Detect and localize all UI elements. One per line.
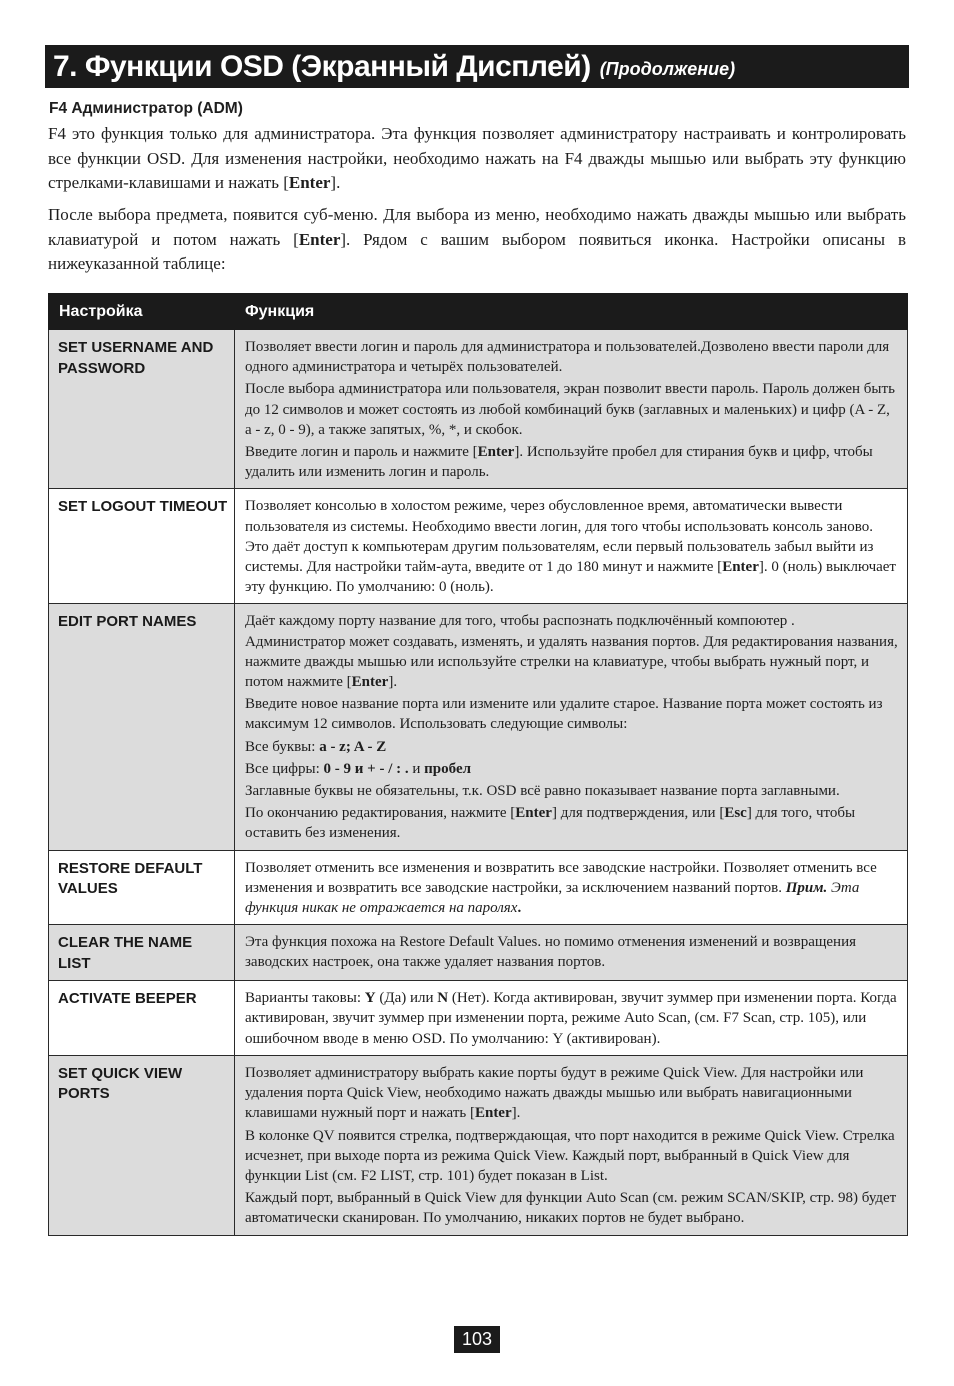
setting-description: Даёт каждому порту название для того, чтобы распознать подключённый компоютер . Администратор может создавать, изменять, и удалять названия портов. Для редактирования названия, нажмите дважды мышью или используйте стрелки на клавиатуре, чтобы выбрать нужный порт, и потом нажмите [Enter]. Введите новое название порта или измените или удалите старое. Название порта может состоять из максимум 12 символов. Использовать следующие символы: Все буквы: a - z; A - Z Все цифры: 0 - 9 и + - / : . и пробел Заглавные буквы не обязательны, т.к. OSD всё равно показывает название порта заглавными. По окончанию редактирования, нажмите [Enter] для подтверждения, или [Esc] для того, чтобы оставить без изменения. — [235, 604, 908, 850]
section-title-bar — [45, 45, 909, 88]
setting-description: Позволяет отменить все изменения и возвратить все заводские настройки. Позволяет отменить все изменения и возвратить все заводские настройки, за исключением названий портов. Прим. Эта функция никак не отражается на паролях. — [235, 850, 908, 925]
setting-name: SET QUICK VIEW PORTS — [49, 1055, 235, 1235]
setting-description: Позволяет администратору выбрать какие порты будут в режиме Quick View. Для настройки или удаления порта Quick View, необходимо нажать дважды мышью или выбрать навигационными клавишами нужный порт и нажать [Enter]. В колонке QV появится стрелка, подтверждающая, что порт находится в режиме Quick View. Стрелка исчезнет, при выходе порта из режима Quick View. Каждый порт, выбранный в Quick View для функции List (см. F2 LIST, стр. 101) будет показан в List. Каждый порт, выбранный в Quick View для функции Auto Scan (см. режим SCAN/SKIP, стр. 98) будет автоматически сканирован. По умолчанию, никаких портов не будет выбрано. — [235, 1055, 908, 1235]
setting-name: SET USERNAME AND PASSWORD — [49, 330, 235, 489]
page-number: 103 — [454, 1326, 500, 1353]
section-heading: F4 Администратор (ADM) — [49, 100, 243, 117]
setting-description: Эта функция похожа на Restore Default Values. но помимо отменения изменений и возвращения заводских настроек, она также удаляет названия портов. — [235, 925, 908, 981]
setting-description: Позволяет ввести логин и пароль для администратора и пользователей.Дозволено ввести пароли для одного администратора и четырёх пользователей. После выбора администратора или пользователя, экран позволит ввести пароль. Пароль должен быть до 12 символов и может состоять из любой комбинаций букв (заглавных и маленьких) и цифр (A - Z, a - z, 0 - 9), а также запятых, %, *, и скобок. Введите логин и пароль и нажмите [Enter]. Используйте пробел для стирания букв и цифр, чтобы удалить или изменить логин и пароль. — [235, 330, 908, 489]
setting-name: CLEAR THE NAME LIST — [49, 925, 235, 981]
table-row — [49, 925, 908, 981]
submenu-paragraph: После выбора предмета, появится суб-меню. Для выбора из меню, необходимо нажать дважды мышью или выбрать клавиатурой и потом нажать [Enter]. Рядом с вашим выбором появиться иконка. Настройки описаны в нижеуказанной таблице: — [48, 205, 906, 273]
table-row — [49, 489, 908, 604]
intro-paragraph: F4 это функция только для администратора. Эта функция позволяет администратору настраивать и контролировать все функции OSD. Для изменения настройки, необходимо нажать на F4 дважды мышью или выбрать эту функцию стрелками-клавишами и нажать [Enter]. — [48, 124, 906, 192]
table-row — [49, 850, 908, 925]
page-subtitle: (Продолжение) — [599, 59, 736, 79]
table-header-row — [49, 294, 908, 330]
setting-description: Варианты таковы: Y (Да) или N (Нет). Когда активирован, звучит зуммер при изменении порта. Когда активирован, звучит зуммер при изменении порта, режиме Auto Scan, (см. F7 Scan, стр. 105), или ошибочном вводе в меню OSD. По умолчанию: Y (активирован). — [235, 981, 908, 1056]
setting-name: RESTORE DEFAULT VALUES — [49, 850, 235, 925]
table-row — [49, 604, 908, 850]
setting-name: ACTIVATE BEEPER — [49, 981, 235, 1056]
table-row — [49, 330, 908, 489]
setting-description: Позволяет консолью в холостом режиме, через обусловленное время, автоматически вывести пользователя из системы. Необходимо ввести логин, для того чтобы использовать консоль заново. Это даёт доступ к компьютерам другим пользователям, если первый пользователь забыл выйти из системы. Для настройки тайм-аута, введите от 1 до 180 минут и нажмите [Enter]. 0 (ноль) выключает эту функцию. По умолчанию: 0 (ноль). — [235, 489, 908, 604]
header-function: Функция — [235, 294, 908, 330]
header-setting: Настройка — [49, 294, 235, 330]
page-title: 7. Функции OSD (Экранный Дисплей) — [53, 49, 591, 83]
settings-table — [48, 293, 908, 1236]
setting-name: EDIT PORT NAMES — [49, 604, 235, 850]
table-row — [49, 981, 908, 1056]
table-row — [49, 1055, 908, 1235]
setting-name: SET LOGOUT TIMEOUT — [49, 489, 235, 604]
